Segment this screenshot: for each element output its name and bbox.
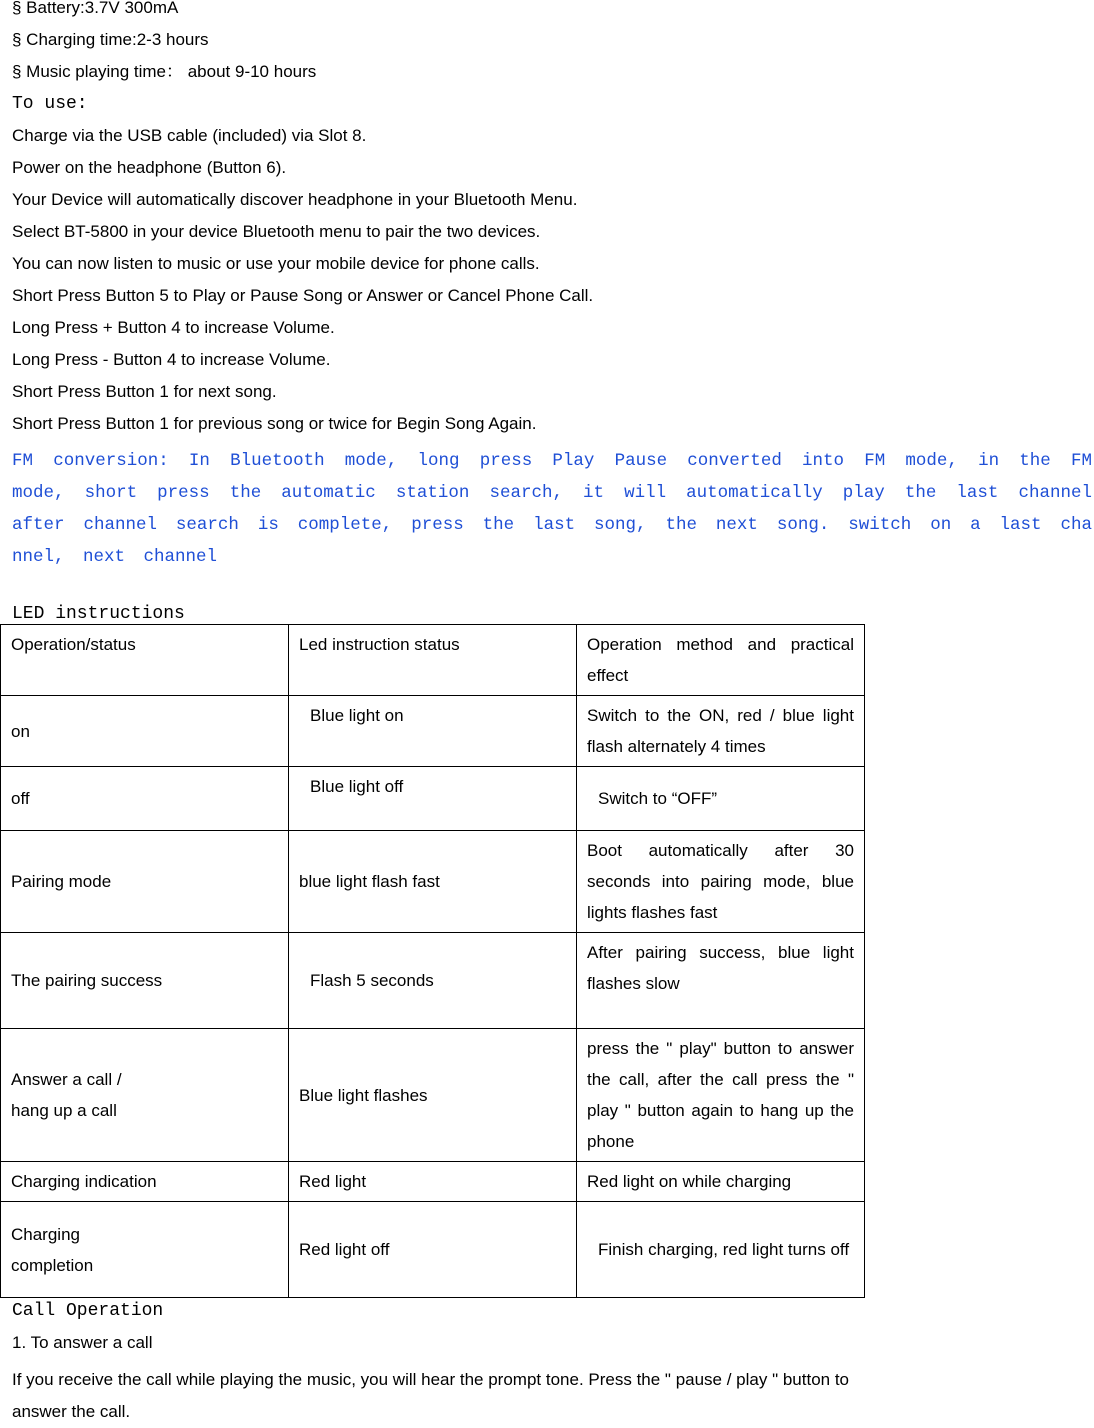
table-cell: The pairing success (1, 933, 289, 1029)
table-cell: Red light (289, 1162, 577, 1202)
instruction-line: Your Device will automatically discover headphone in your Bluetooth Menu. (12, 190, 578, 209)
table-row (1, 767, 865, 831)
table-row (1, 696, 865, 767)
led-instructions-table (0, 624, 865, 1298)
instruction-line: Charge via the USB cable (included) via Slot 8. (12, 126, 367, 145)
call-item-answer: 1. To answer a call (12, 1333, 153, 1352)
table-cell: Flash 5 seconds (289, 933, 577, 1029)
instruction-line: Short Press Button 1 for previous song or twice for Begin Song Again. (12, 414, 537, 433)
instruction-line: Short Press Button 5 to Play or Pause Song or Answer or Cancel Phone Call. (12, 286, 594, 305)
table-row (1, 933, 865, 1029)
instruction-line: Long Press + Button 4 to increase Volume. (12, 318, 335, 337)
table-row (1, 1029, 865, 1162)
table-cell: Blue light on (289, 696, 577, 767)
charging-completion-label: Charging completion (11, 1224, 94, 1275)
table-cell (1, 1029, 289, 1162)
document-page (12, 0, 1092, 635)
table-row (1, 831, 865, 933)
table-cell: on (1, 696, 289, 767)
table-row (1, 1202, 865, 1298)
header-cell: Led instruction status (289, 625, 577, 696)
table-cell: off (1, 767, 289, 831)
table-cell: Charging indication (1, 1162, 289, 1202)
table-row (1, 1162, 865, 1202)
table-cell: Pairing mode (1, 831, 289, 933)
table-cell: blue light flash fast (289, 831, 577, 933)
instruction-line: You can now listen to music or use your mobile device for phone calls. (12, 254, 540, 273)
table-cell: Switch to “OFF” (577, 767, 865, 831)
table-cell: Red light off (289, 1202, 577, 1298)
fm-conversion-paragraph: FM conversion: In Bluetooth mode, long press Play Pause converted into FM mode, in the FM mode, short press the automatic station search, it will automatically play the last channel after channel search is complete, press the last song, the next song. switch on a last channel, next channel (12, 451, 1092, 567)
call-instruction-text: If you receive the call while playing the music, you will hear the prompt tone. Press the " pause / play " button to answer the call. (12, 1370, 850, 1421)
led-instructions-heading: LED instructions (12, 604, 185, 624)
header-cell: Operation method and practical effect (577, 625, 865, 696)
spec-music-time: § Music playing time： about 9-10 hours (12, 62, 317, 81)
to-use-heading: To use: (12, 94, 88, 114)
table-header-row (1, 625, 865, 696)
call-operation-section (12, 1300, 1092, 1428)
table-cell: Finish charging, red light turns off (577, 1202, 865, 1298)
instruction-line: Short Press Button 1 for next song. (12, 382, 277, 401)
table-cell: press the " play" button to answer the call, after the call press the " play " button again to hang up the phone (577, 1029, 865, 1162)
table-cell: Blue light flashes (289, 1029, 577, 1162)
table-cell: After pairing success, blue light flashes slow (577, 933, 865, 1029)
spec-charging-time: § Charging time:2-3 hours (12, 30, 209, 49)
instruction-line: Long Press - Button 4 to increase Volume. (12, 350, 331, 369)
spec-battery: § Battery:3.7V 300mA (12, 0, 179, 17)
instruction-line: Select BT-5800 in your device Bluetooth menu to pair the two devices. (12, 222, 541, 241)
answer-hangup-label: Answer a call / hang up a call (11, 1070, 122, 1120)
table-cell: Boot automatically after 30 seconds into pairing mode, blue lights flashes fast (577, 831, 865, 933)
call-operation-heading: Call Operation (12, 1301, 164, 1321)
header-cell: Operation/status (1, 625, 289, 696)
table-cell (1, 1202, 289, 1298)
instruction-line: Power on the headphone (Button 6). (12, 158, 287, 177)
table-cell: Red light on while charging (577, 1162, 865, 1202)
table-cell: Switch to the ON, red / blue light flash alternately 4 times (577, 696, 865, 767)
table-cell: Blue light off (289, 767, 577, 831)
